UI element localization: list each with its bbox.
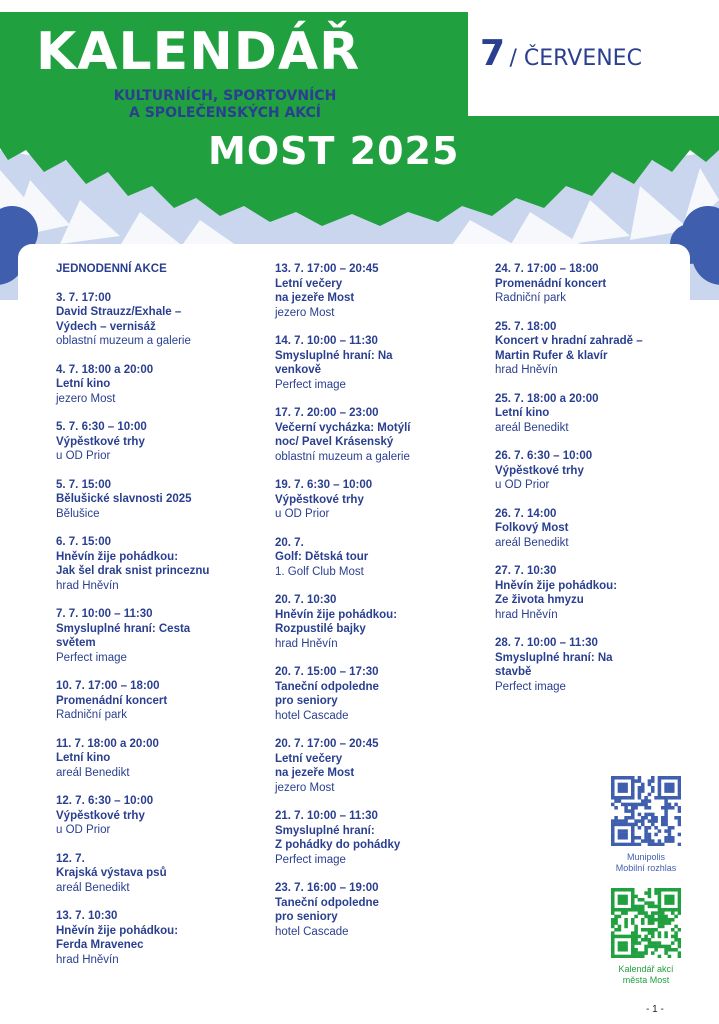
event-place: Radniční park bbox=[495, 292, 566, 304]
event-title: Koncert v hradní zahradě – bbox=[495, 335, 643, 347]
event-title: Golf: Dětská tour bbox=[275, 551, 369, 563]
event-title: Letní večery bbox=[275, 752, 343, 765]
page-number: - 1 - bbox=[646, 1004, 664, 1015]
event-date: 13. 7. 17:00 – 20:45 bbox=[275, 263, 379, 275]
event-entry bbox=[275, 809, 487, 867]
event-place: hrad Hněvín bbox=[56, 579, 119, 592]
qr-caption-calendar bbox=[608, 964, 684, 986]
event-entry bbox=[56, 420, 268, 464]
event-place: jezero Most bbox=[275, 781, 335, 794]
event-title: Rozpustilé bajky bbox=[275, 623, 366, 635]
event-entry bbox=[275, 665, 487, 723]
event-title: stavbě bbox=[495, 666, 532, 678]
event-title: Smysluplné hraní: Na bbox=[275, 349, 393, 362]
event-place: jezero Most bbox=[56, 392, 116, 405]
event-title: Výpěstkové trhy bbox=[275, 493, 364, 506]
event-title: Promenádní koncert bbox=[56, 694, 168, 707]
event-date: 14. 7. 10:00 – 11:30 bbox=[275, 335, 378, 347]
event-entry bbox=[56, 852, 268, 896]
calendar-title: KALENDÁŘ bbox=[36, 22, 361, 82]
event-entry bbox=[56, 679, 268, 723]
event-date: 25. 7. 18:00 bbox=[495, 320, 557, 333]
qr-caption-line-1: Kalendář akcí bbox=[618, 964, 674, 974]
event-title: pro seniory bbox=[275, 695, 338, 707]
event-entry bbox=[495, 320, 707, 378]
event-title: Jak šel drak snist princeznu bbox=[56, 565, 210, 577]
event-date: 24. 7. 17:00 – 18:00 bbox=[495, 263, 599, 275]
event-date: 5. 7. 6:30 – 10:00 bbox=[56, 421, 147, 433]
event-date: 20. 7. 15:00 – 17:30 bbox=[275, 666, 379, 678]
event-title: Letní kino bbox=[56, 752, 111, 764]
event-date: 25. 7. 18:00 a 20:00 bbox=[495, 392, 599, 405]
event-place: Perfect image bbox=[275, 853, 346, 866]
events-column-3 bbox=[495, 262, 707, 708]
city-year-title: MOST 2025 bbox=[208, 129, 460, 173]
event-date: 10. 7. 17:00 – 18:00 bbox=[56, 680, 160, 692]
event-title: Výpěstkové trhy bbox=[495, 464, 584, 477]
event-place: Bělušice bbox=[56, 507, 100, 520]
subtitle-line-2: A SPOLEČENSKÝCH AKCÍ bbox=[129, 105, 321, 121]
month-label bbox=[480, 33, 642, 74]
qr-code-icon[interactable] bbox=[611, 888, 681, 958]
event-title: Výdech – vernisáž bbox=[56, 320, 156, 333]
event-title: na jezeře Most bbox=[275, 767, 355, 779]
event-entry bbox=[495, 392, 707, 436]
event-entry bbox=[275, 737, 487, 795]
event-title: noc/ Pavel Krásenský bbox=[275, 436, 394, 448]
event-entry bbox=[56, 607, 268, 665]
event-entry bbox=[56, 478, 268, 522]
event-place: Perfect image bbox=[495, 680, 566, 693]
event-entry bbox=[56, 794, 268, 838]
event-entry bbox=[275, 334, 487, 392]
month-number: 7 bbox=[480, 33, 506, 74]
event-place: u OD Prior bbox=[495, 479, 550, 491]
event-date: 3. 7. 17:00 bbox=[56, 291, 111, 304]
event-title: Výpěstkové trhy bbox=[56, 809, 145, 822]
event-entry bbox=[56, 363, 268, 407]
event-entry bbox=[495, 564, 707, 622]
event-entry bbox=[275, 536, 487, 580]
event-entry bbox=[275, 593, 487, 651]
qr-code-icon[interactable] bbox=[611, 776, 681, 846]
event-date: 20. 7. 10:30 bbox=[275, 594, 337, 606]
event-entry bbox=[495, 262, 707, 306]
event-place: 1. Golf Club Most bbox=[275, 565, 364, 578]
qr-caption-munipolis bbox=[608, 852, 684, 874]
event-entry bbox=[275, 881, 487, 939]
event-date: 21. 7. 10:00 – 11:30 bbox=[275, 810, 378, 822]
event-date: 7. 7. 10:00 – 11:30 bbox=[56, 608, 153, 620]
event-title: Hněvín žije pohádkou: bbox=[56, 550, 179, 563]
section-heading: JEDNODENNÍ AKCE bbox=[56, 263, 167, 275]
event-date: 23. 7. 16:00 – 19:00 bbox=[275, 882, 379, 894]
event-date: 19. 7. 6:30 – 10:00 bbox=[275, 479, 373, 491]
subtitle-line-1: KULTURNÍCH, SPORTOVNÍCH bbox=[113, 88, 337, 104]
event-entry bbox=[56, 909, 268, 967]
events-column-2 bbox=[275, 262, 487, 953]
event-entry bbox=[275, 262, 487, 320]
event-date: 13. 7. 10:30 bbox=[56, 910, 118, 922]
event-place: Perfect image bbox=[275, 378, 346, 391]
event-title: Martin Rufer & klavír bbox=[495, 349, 608, 362]
event-title: pro seniory bbox=[275, 911, 338, 923]
event-entry bbox=[275, 478, 487, 522]
event-title: na jezeře Most bbox=[275, 292, 355, 304]
event-title: Hněvín žije pohádkou: bbox=[495, 579, 618, 592]
event-title: Z pohádky do pohádky bbox=[275, 839, 401, 851]
qr-caption-line-2: Mobilní rozhlas bbox=[615, 863, 677, 873]
event-date: 12. 7. bbox=[56, 852, 85, 865]
event-title: Folkový Most bbox=[495, 522, 569, 534]
event-entry bbox=[275, 406, 487, 464]
event-title: David Strauzz/Exhale – bbox=[56, 306, 182, 318]
event-place: u OD Prior bbox=[56, 450, 111, 462]
event-entry bbox=[56, 737, 268, 781]
event-title: Letní kino bbox=[495, 407, 550, 419]
event-entry bbox=[495, 449, 707, 493]
qr-block-munipolis[interactable] bbox=[608, 776, 684, 874]
event-entry bbox=[495, 507, 707, 551]
event-date: 12. 7. 6:30 – 10:00 bbox=[56, 795, 154, 807]
qr-block-calendar[interactable] bbox=[608, 888, 684, 986]
event-title: Hněvín žije pohádkou: bbox=[56, 924, 179, 937]
calendar-subtitle bbox=[80, 88, 370, 122]
event-place: hrad Hněvín bbox=[495, 608, 558, 621]
event-date: 27. 7. 10:30 bbox=[495, 565, 557, 577]
event-title: Krajská výstava psů bbox=[56, 867, 167, 879]
event-place: hrad Hněvín bbox=[495, 364, 558, 376]
event-title: Večerní vycházka: Motýlí bbox=[275, 421, 411, 434]
event-place: hotel Cascade bbox=[275, 925, 349, 938]
event-place: areál Benedikt bbox=[56, 766, 130, 779]
event-entry bbox=[495, 636, 707, 694]
event-entry bbox=[56, 535, 268, 593]
event-date: 28. 7. 10:00 – 11:30 bbox=[495, 637, 598, 649]
event-title: Hněvín žije pohádkou: bbox=[275, 608, 398, 621]
event-title: Taneční odpoledne bbox=[275, 680, 379, 693]
event-date: 26. 7. 14:00 bbox=[495, 507, 557, 520]
month-name: / ČERVENEC bbox=[509, 46, 642, 71]
event-title: Smysluplné hraní: bbox=[275, 824, 375, 837]
event-date: 20. 7. bbox=[275, 536, 304, 549]
event-date: 20. 7. 17:00 – 20:45 bbox=[275, 738, 379, 750]
event-title: Taneční odpoledne bbox=[275, 896, 379, 909]
event-place: Radniční park bbox=[56, 709, 127, 721]
event-entry bbox=[56, 291, 268, 349]
event-date: 5. 7. 15:00 bbox=[56, 478, 111, 491]
event-title: Letní večery bbox=[275, 277, 343, 290]
event-title: světem bbox=[56, 637, 96, 649]
event-place: areál Benedikt bbox=[56, 881, 130, 894]
event-place: Perfect image bbox=[56, 651, 127, 664]
event-place: oblastní muzeum a galerie bbox=[275, 450, 410, 463]
events-column-1 bbox=[56, 262, 268, 981]
event-place: areál Benedikt bbox=[495, 421, 569, 434]
event-date: 17. 7. 20:00 – 23:00 bbox=[275, 407, 379, 419]
event-title: venkově bbox=[275, 364, 322, 376]
event-place: oblastní muzeum a galerie bbox=[56, 335, 191, 347]
event-title: Bělušické slavnosti 2025 bbox=[56, 493, 192, 505]
qr-caption-line-1: Munipolis bbox=[626, 852, 666, 862]
event-title: Promenádní koncert bbox=[495, 277, 607, 290]
event-place: u OD Prior bbox=[56, 824, 111, 836]
qr-caption-line-2: města Most bbox=[622, 975, 670, 985]
event-place: areál Benedikt bbox=[495, 536, 569, 549]
event-place: hrad Hněvín bbox=[275, 637, 338, 650]
event-place: jezero Most bbox=[275, 306, 335, 319]
event-place: hotel Cascade bbox=[275, 709, 349, 722]
event-title: Ferda Mravenec bbox=[56, 939, 144, 951]
event-title: Smysluplné hraní: Na bbox=[495, 651, 613, 664]
event-title: Letní kino bbox=[56, 378, 111, 390]
event-date: 26. 7. 6:30 – 10:00 bbox=[495, 450, 593, 462]
event-title: Smysluplné hraní: Cesta bbox=[56, 622, 191, 635]
event-date: 4. 7. 18:00 a 20:00 bbox=[56, 363, 154, 376]
event-place: hrad Hněvín bbox=[56, 953, 119, 966]
event-place: u OD Prior bbox=[275, 508, 330, 520]
event-title: Ze života hmyzu bbox=[495, 594, 584, 606]
event-date: 11. 7. 18:00 a 20:00 bbox=[56, 737, 159, 750]
event-title: Výpěstkové trhy bbox=[56, 435, 145, 448]
event-date: 6. 7. 15:00 bbox=[56, 536, 111, 548]
